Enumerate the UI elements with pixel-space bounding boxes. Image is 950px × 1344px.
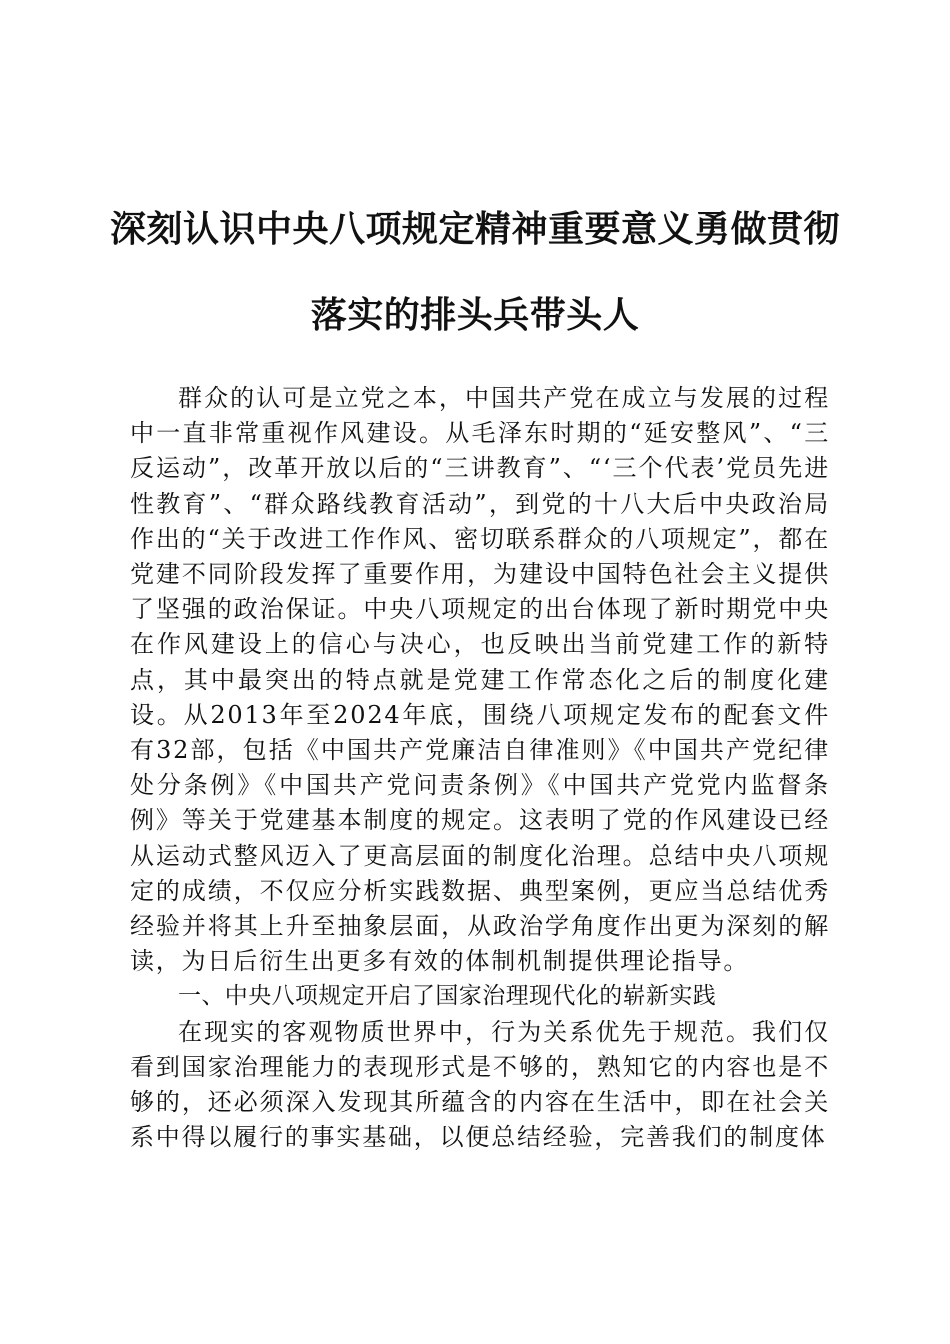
section-heading: 一、中央八项规定开启了国家治理现代化的崭新实践 bbox=[178, 983, 717, 1010]
paragraph-section-1: 在现实的客观物质世界中，行为关系优先于规范。我们仅看到国家治理能力的表现形式是不够的，熟知它的内容也是不够的，还必须深入发现其所蕴含的内容在生活中，即在社会关系中得以履行的事实基础，以便总结经验，完善我们的制度体 bbox=[130, 1017, 830, 1152]
document-title: 深刻认识中央八项规定精神重要意义勇做贯彻落实的排头兵带头人 bbox=[110, 208, 841, 336]
document-body bbox=[130, 381, 830, 1155]
paragraph-intro: 群众的认可是立党之本，中国共产党在成立与发展的过程中一直非常重视作风建设。从毛泽东时期的“延安整风”、“三反运动”，改革开放以后的“三讲教育”、“‘三个代表’党员先进性教育”、“群众路线教育活动”，到党的十八大后中央政治局作出的“关于改进工作作风、密切联系群众的八项规定”，都在党建不同阶段发挥了重要作用，为建设中国特色社会主义提供了坚强的政治保证。中央八项规定的出台体现了新时期党中央在作风建设上的信心与决心，也反映出当前党建工作的新特点，其中最突出的特点就是党建工作常态化之后的制度化建设。从2013年至2024年底，围绕八项规定发布的配套文件有32部，包括《中国共产党廉洁自律准则》《中国共产党纪律处分条例》《中国共产党问责条例》《中国共产党党内监督条例》等关于党建基本制度的规定。这表明了党的作风建设已经从运动式整风迈入了更高层面的制度化治理。总结中央八项规定的成绩，不仅应分析实践数据、典型案例，更应当总结优秀经验并将其上升至抽象层面，从政治学角度作出更为深刻的解读，为日后衍生出更多有效的体制机制提供理论指导。 bbox=[130, 384, 830, 976]
